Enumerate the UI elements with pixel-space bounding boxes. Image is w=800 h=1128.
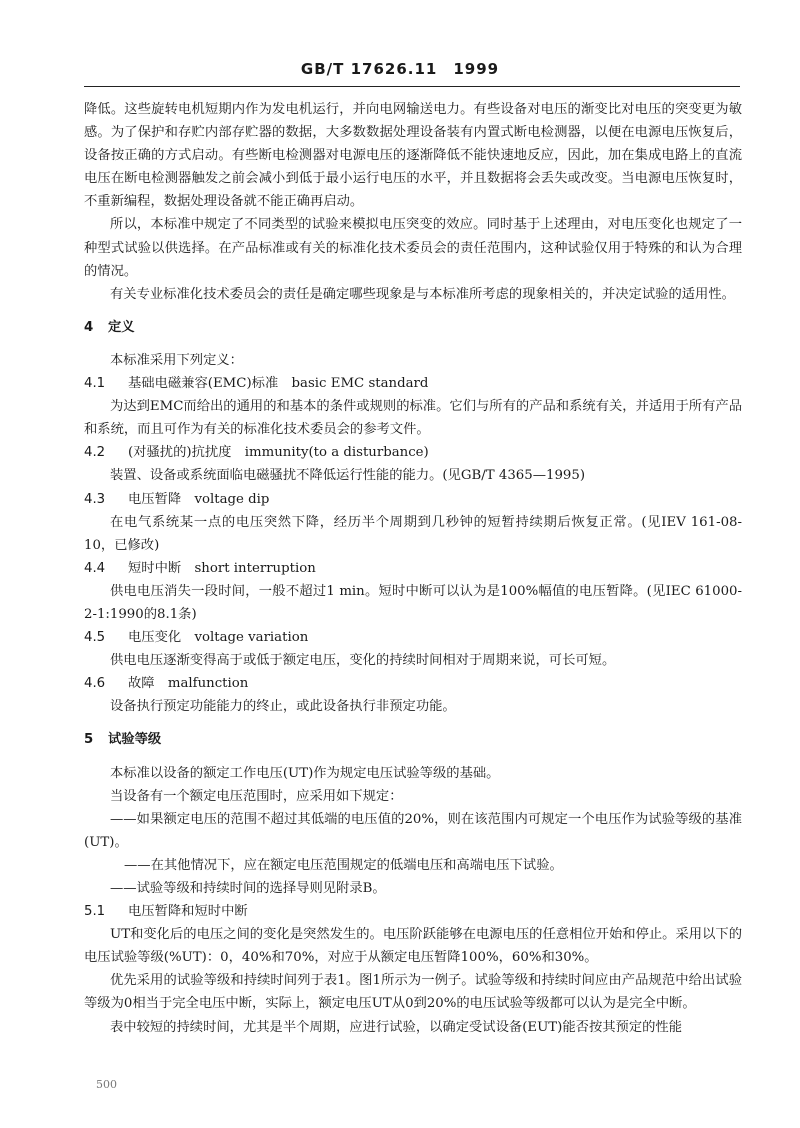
- clause-body: 供电电压消失一段时间，一般不超过1 min。短时中断可以认为是100%幅值的电压暂降。(见IEC 61000-2-1:1990的8.1条): [84, 583, 742, 622]
- clause-body: 在电气系统某一点的电压突然下降，经历半个周期到几秒钟的短暂持续期后恢复正常。(见IEV 161-08-10，已修改): [84, 514, 742, 553]
- clause-4-4-heading: [84, 557, 742, 580]
- page-header-standard: GB/T 17626.11 1999: [300, 60, 500, 78]
- dash-item: ——如果额定电压的范围不超过其低端的电压值的20%，则在该范围内可规定一个电压作为试验等级的基准(UT)。: [84, 811, 742, 850]
- dash-item: ——在其他情况下，应在额定电压范围规定的低端电压和高端电压下试验。: [124, 857, 563, 873]
- clause-number: 4.3: [84, 491, 106, 507]
- clause-number: 4.4: [84, 560, 106, 576]
- section-number: 5: [84, 732, 94, 748]
- section-title: 试验等级: [108, 732, 162, 748]
- clause-number: 4.1: [84, 376, 106, 392]
- page-content: [84, 98, 742, 1039]
- section-5-heading: [84, 728, 742, 751]
- clause-body: UT和变化后的电压之间的变化是突然发生的。电压阶跃能够在电源电压的任意相位开始和停止。采用以下的电压试验等级(%UT)：0，40%和70%，对应于从额定电压暂降100%，60%和30%。: [84, 927, 742, 966]
- clause-body: 供电电压逐渐变得高于或低于额定电压，变化的持续时间相对于周期来说，可长可短。: [110, 653, 616, 669]
- clause-body: 为达到EMC而给出的通用的和基本的条件或规则的标准。它们与所有的产品和系统有关，并适用于所有产品和系统，而且可作为有关的标准化技术委员会的参考文件。: [84, 399, 742, 438]
- clause-number: 4.2: [84, 445, 106, 461]
- clause-number: 4.6: [84, 676, 106, 692]
- clause-body: 装置、设备或系统面临电磁骚扰不降低运行性能的能力。(见GB/T 4365—1995): [110, 468, 586, 484]
- clause-title: 基础电磁兼容(EMC)标准 basic EMC standard: [128, 376, 429, 392]
- clause-title: (对骚扰的)抗扰度 immunity(to a disturbance): [128, 445, 429, 461]
- clause-4-3-heading: [84, 488, 742, 511]
- clause-title: 短时中断 short interruption: [128, 560, 316, 576]
- paragraph: 有关专业标准化技术委员会的责任是确定哪些现象是与本标准所考虑的现象相关的，并决定试验的适用性。: [110, 286, 735, 302]
- paragraph: 当设备有一个额定电压范围时，应采用如下规定：: [110, 788, 403, 804]
- header-rule: [84, 86, 740, 87]
- paragraph: 本标准以设备的额定工作电压(UT)作为规定电压试验等级的基础。: [110, 765, 500, 781]
- clause-number: 5.1: [84, 904, 106, 920]
- clause-4-6-heading: [84, 672, 742, 695]
- clause-number: 4.5: [84, 630, 106, 646]
- page-number: 500: [96, 1078, 117, 1091]
- section-4-heading: [84, 316, 742, 339]
- clause-title: 电压暂降 voltage dip: [128, 491, 270, 507]
- clause-4-2-heading: [84, 441, 742, 464]
- paragraph: 所以，本标准中规定了不同类型的试验来模拟电压突变的效应。同时基于上述理由，对电压变化也规定了一种型式试验以供选择。在产品标准或有关的标准化技术委员会的责任范围内，这种试验仅用于特殊的和认为合理的情况。: [84, 217, 742, 279]
- clause-body: 设备执行预定功能能力的终止，或此设备执行非预定功能。: [110, 699, 456, 715]
- dash-item: ——试验等级和持续时间的选择导则见附录B。: [110, 881, 386, 896]
- clause-4-5-heading: [84, 626, 742, 649]
- clause-title: 电压变化 voltage variation: [128, 630, 309, 646]
- section-number: 4: [84, 319, 94, 335]
- clause-4-1-heading: [84, 372, 742, 395]
- clause-5-1-heading: [84, 900, 742, 923]
- section-title: 定义: [108, 319, 135, 335]
- clause-body: 表中较短的持续时间，尤其是半个周期，应进行试验，以确定受试设备(EUT)能否按其预定的性能: [110, 1019, 683, 1035]
- clause-title: 故障 malfunction: [128, 676, 249, 692]
- clause-title: 电压暂降和短时中断: [128, 904, 248, 920]
- paragraph: 本标准采用下列定义：: [110, 352, 243, 368]
- clause-body: 优先采用的试验等级和持续时间列于表1。图1所示为一例子。试验等级和持续时间应由产品规范中给出试验等级为0相当于完全电压中断，实际上，额定电压UT从0到20%的电压试验等级都可以认为是完全中断。: [84, 973, 742, 1012]
- paragraph: 降低。这些旋转电机短期内作为发电机运行，并向电网输送电力。有些设备对电压的渐变比对电压的突变更为敏感。为了保护和存贮内部存贮器的数据，大多数数据处理设备装有内置式断电检测器，以便在电源电压恢复后，设备按正确的方式启动。有些断电检测器对电源电压的逐渐降低不能快速地反应，因此，加在集成电路上的直流电压在断电检测器触发之前会减小到低于最小运行电压的水平，并且数据将会丢失或改变。当电源电压恢复时，不重新编程，数据处理设备就不能正确再启动。: [84, 102, 742, 210]
